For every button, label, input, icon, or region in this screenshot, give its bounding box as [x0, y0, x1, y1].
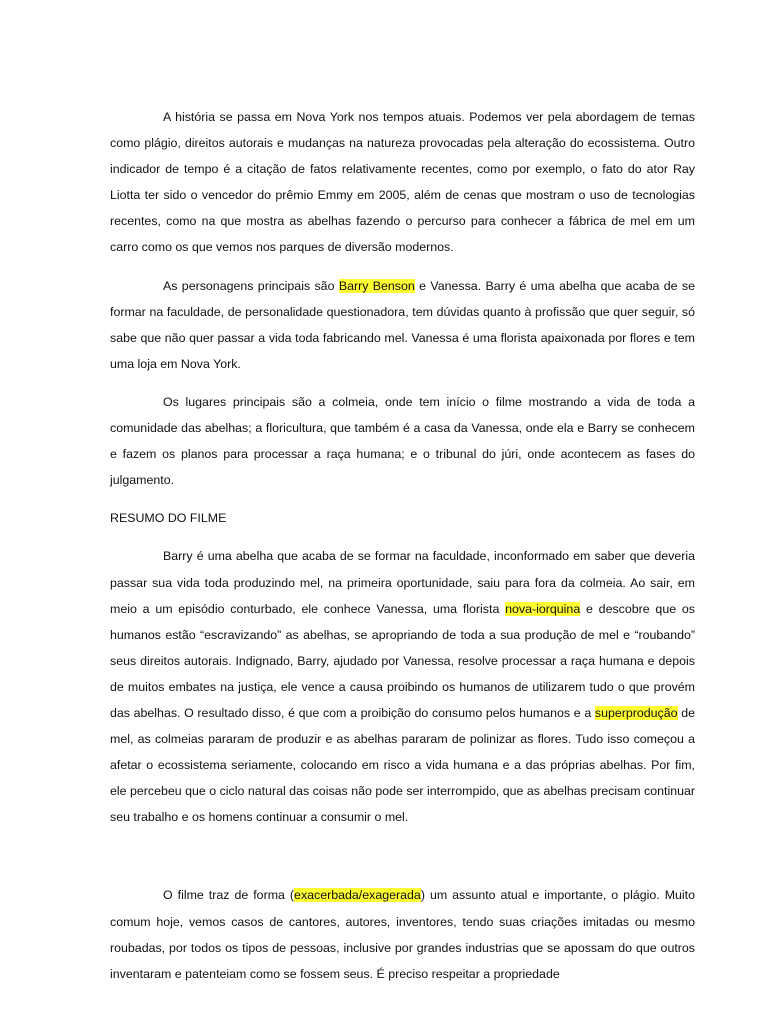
paragraph-text-part2: e descobre que os humanos estão “escravizando” as abelhas, se apropriando de toda a sua produção de mel e “roubando” seus direitos autorais. Indignado, Barry, ajudado por Vanessa, resolve processar a raça humana e depois de muitos embates na justiça, ele vence a causa proibindo os humanos de utilizarem tudo o que provém das abelhas. O resultado disso, é que com a proibição do consumo pelos humanos e a	[110, 601, 695, 720]
paragraph-text-before: O filme traz de forma (	[163, 888, 295, 903]
highlighted-text-nova-iorquina: nova-iorquina	[505, 601, 581, 616]
paragraph-setting-time	[110, 104, 695, 261]
paragraph-plagiarism	[110, 882, 695, 986]
paragraph-text: A história se passa em Nova York nos tempos atuais. Podemos ver pela abordagem de temas como plágio, direitos autorais e mudanças na natureza provocadas pela alteração do ecossistema. Outro indicador de tempo é a citação de fatos relativamente recentes, como por exemplo, o fato do ator Ray Liotta ter sido o vencedor do prêmio Emmy em 2005, além de cenas que mostram o uso de tecnologias recentes, como na que mostra as abelhas fazendo o percurso para conhecer a fábrica de mel em um carro como os que vemos nos parques de diversão modernos.	[110, 110, 695, 255]
section-heading-resumo: RESUMO DO FILME	[110, 511, 227, 526]
blank-line-spacer	[110, 842, 695, 882]
paragraph-text-after: ) um assunto atual e importante, o plágio. Muito comum hoje, vemos casos de cantores, autores, inventores, tendo suas criações imitadas ou mesmo roubadas, por todos os tipos de pessoas, inclusive por grandes industrias que se apossam do que outros inventaram e patenteiam como se fossem seus. É preciso respeitar a propriedade	[110, 888, 695, 981]
paragraph-characters	[110, 273, 695, 377]
paragraph-text-after: e Vanessa. Barry é uma abelha que acaba de se formar na faculdade, de personalidade questionadora, tem dúvidas quanto à profissão que quer seguir, só sabe que não quer passar a vida toda fabricando mel. Vanessa é uma florista apaixonada por flores e tem uma loja em Nova York.	[110, 278, 695, 371]
paragraph-summary	[110, 543, 695, 830]
document-page	[110, 104, 695, 999]
paragraph-text: Os lugares principais são a colmeia, onde tem início o filme mostrando a vida de toda a comunidade das abelhas; a floricultura, que também é a casa da Vanessa, onde ela e Barry se conhecem e fazem os planos para processar a raça humana; e o tribunal do júri, onde acontecem as fases do julgamento.	[110, 394, 695, 488]
paragraph-places	[110, 389, 695, 493]
paragraph-text-part3: de mel, as colmeias pararam de produzir e as abelhas pararam de polinizar as flores. Tudo isso começou a afetar o ecossistema seriamente, colocando em risco a vida humana e a das próprias abelhas. Por fim, ele percebeu que o ciclo natural das coisas não pode ser interrompido, que as abelhas precisam continuar seu trabalho e os homens continuar a consumir o mel.	[110, 705, 695, 825]
highlighted-text-exacerbada: exacerbada/exagerada	[294, 888, 421, 903]
highlighted-text-superproducao: superprodução	[594, 705, 678, 720]
paragraph-text-part1: Barry é uma abelha que acaba de se formar na faculdade, inconformado em saber que deveria passar sua vida toda produzindo mel, na primeira oportunidade, saiu para fora da colmeia. Ao sair, em meio a um episódio conturbado, ele conhece Vanessa, uma florista	[110, 549, 695, 616]
paragraph-text-before: As personagens principais são	[163, 278, 339, 293]
highlighted-text-barry-benson: Barry Benson	[338, 278, 415, 293]
